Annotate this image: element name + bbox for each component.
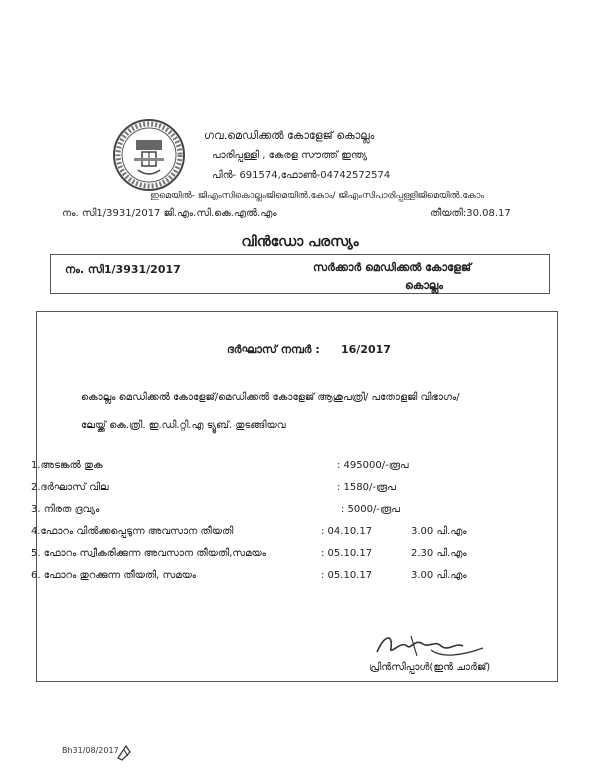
footer-initials: Bh31/08/2017 xyxy=(62,746,119,755)
handwritten-mark-icon xyxy=(116,742,134,762)
signature-icon xyxy=(371,630,491,660)
item-label: 5. ഫോറം സ്വീകരിക്കുന്ന അവസാന തീയതി,സമയം xyxy=(31,548,266,559)
reference-number: നം. സി1/3931/2017 ജി.എം.സി.കെ.എൽ.എം xyxy=(62,208,277,219)
item-value: : 05.10.17 xyxy=(321,570,373,581)
tender-description-line1: കൊല്ലം മെഡിക്കൽ കോളേജ്/മെഡിക്കൽ കോളേജ് ആശുപത്രി/ പതോളജി വിഭാഗം/ xyxy=(81,392,460,403)
signature-caption: പ്രിൻസിപ്പാൾ(ഇൻ ചാർജ്) xyxy=(369,662,491,673)
item-time: 2.30 പി.എം xyxy=(411,548,467,559)
item-value: : 495000/-രൂപ xyxy=(337,460,409,471)
issue-date: തീയതി:30.08.17 xyxy=(430,208,511,219)
item-value: : 05.10.17 xyxy=(321,548,373,559)
tender-number-value: 16/2017 xyxy=(341,343,391,356)
page-title: വിൻഡോ പരസ്യം xyxy=(241,234,359,250)
item-value: : 1580/-രൂപ xyxy=(337,482,396,493)
item-label: 1.അടങ്കൽ തുക xyxy=(31,460,103,471)
college-seal-icon xyxy=(112,118,186,192)
notice-from-line2: കൊല്ലം xyxy=(405,279,443,292)
notice-ref-number: നം. സി1/3931/2017 xyxy=(65,263,181,276)
institution-contact: പിൻ- 691574,ഫോൺ-04742572574 xyxy=(212,170,391,181)
tender-number-label: ദർഘാസ് നമ്പർ : xyxy=(227,343,320,356)
institution-email: ഇമെയിൽ- ജിഎംസികൊല്ലംജിമെയിൽ.കോം/ ജിഎംസിപാരിപ്പള്ളിജിമെയിൽ.കോം xyxy=(150,191,485,201)
item-label: 2.ദർഘാസ് വില xyxy=(31,482,109,493)
tender-description-line2: ലേയ്ക്ക് കെ.ത്രി. ഇ.ഡി.റ്റി.എ ട്യൂബ്. തുടങ്ങിയവ xyxy=(81,420,286,431)
item-value: : 5000/-രൂപ xyxy=(341,504,400,515)
notice-from-line1: സർക്കാർ മെഡിക്കൽ കോളേജ് xyxy=(313,261,472,274)
item-label: 3. നിരത ദ്രവ്യം xyxy=(31,504,100,515)
tender-box xyxy=(31,311,558,682)
item-value: : 04.10.17 xyxy=(321,526,373,537)
item-label: 6. ഫോറം തുറക്കുന്ന തീയതി, സമയം xyxy=(31,570,197,581)
item-label: 4.ഫോറം വിൽക്കപ്പെടുന്ന അവസാന തീയതി xyxy=(31,526,234,537)
item-time: 3.00 പി.എം xyxy=(411,526,467,537)
institution-name: ഗവ.മെഡിക്കൽ കോളേജ് കൊല്ലം xyxy=(204,129,375,142)
item-time: 3.00 പി.എം xyxy=(411,570,467,581)
institution-address: പാരിപ്പള്ളി , കേരള സൗത്ത് ഇന്ത്യ xyxy=(212,150,367,161)
notice-box xyxy=(50,254,550,294)
